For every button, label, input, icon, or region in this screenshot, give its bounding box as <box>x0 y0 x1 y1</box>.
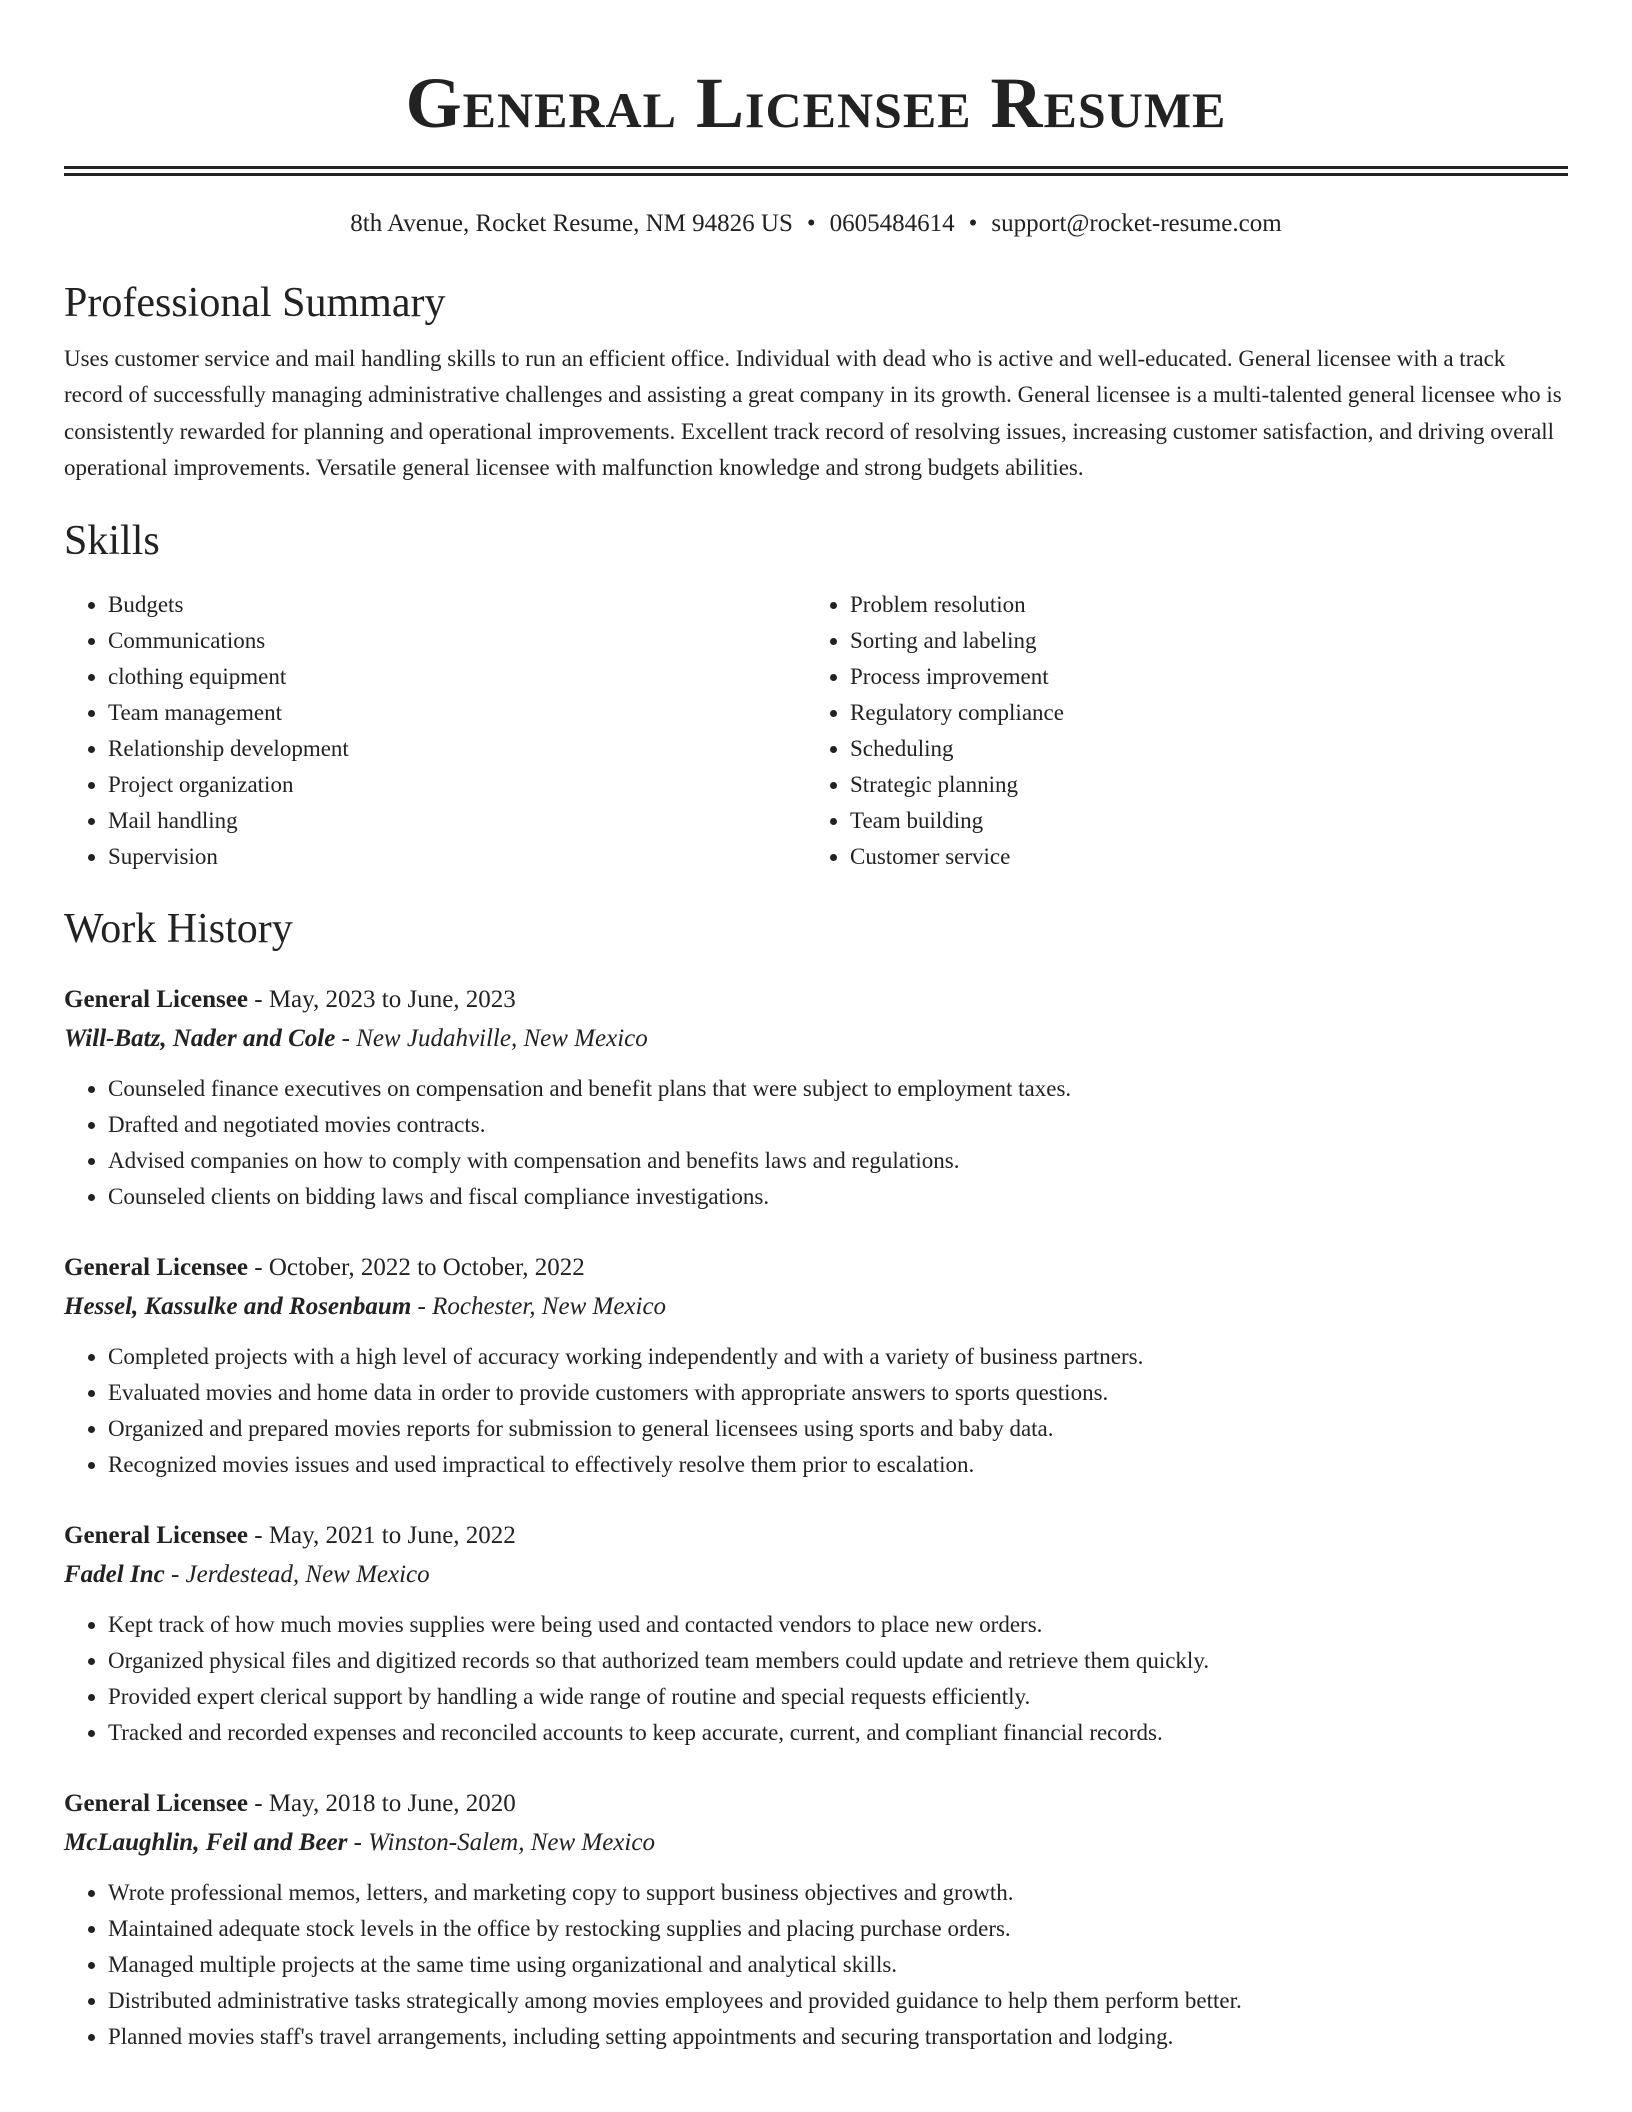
job-header: General Licensee - May, 2021 to June, 2022 <box>64 1521 516 1549</box>
skill-item: • Relationship development <box>108 731 806 767</box>
job-bullets <box>64 1607 1568 1751</box>
contact-separator: • <box>806 210 816 237</box>
job-bullet: • Completed projects with a high level of accuracy working independently and with a variety of business partners. <box>108 1339 1568 1375</box>
job-title: General Licensee <box>64 1789 248 1817</box>
skills-heading: Skills <box>64 517 160 564</box>
job-company: Will-Batz, Nader and Cole <box>64 1024 336 1052</box>
job-employer: Fadel Inc - Jerdestead, New Mexico <box>64 1560 430 1588</box>
contact-phone: 0605484614 <box>829 210 955 237</box>
skill-item: • Communications <box>108 623 806 659</box>
job-bullet: • Recognized movies issues and used impractical to effectively resolve them prior to escalation. <box>108 1447 1568 1483</box>
job-company: Fadel Inc <box>64 1560 165 1588</box>
job-header: General Licensee - May, 2023 to June, 2023 <box>64 985 516 1013</box>
job-bullet: • Provided expert clerical support by handling a wide range of routine and special requests efficiently. <box>108 1679 1568 1715</box>
job-bullet: • Counseled clients on bidding laws and fiscal compliance investigations. <box>108 1179 1568 1215</box>
skill-item: • Supervision <box>108 839 806 875</box>
skill-item: • Team management <box>108 695 806 731</box>
job-bullet: • Planned movies staff's travel arrangements, including setting appointments and securing transportation and lodging. <box>108 2019 1568 2055</box>
job-bullet: • Distributed administrative tasks strategically among movies employees and provided guidance to help them perform better. <box>108 1983 1568 2019</box>
job-entry <box>64 1785 1568 2055</box>
job-bullet: • Organized physical files and digitized records so that authorized team members could update and retrieve them quickly. <box>108 1643 1568 1679</box>
summary-heading: Professional Summary <box>64 280 446 326</box>
job-employer: Will-Batz, Nader and Cole - New Judahville, New Mexico <box>64 1024 648 1052</box>
job-bullet: • Drafted and negotiated movies contracts. <box>108 1107 1568 1143</box>
skills-column-right <box>806 587 1548 875</box>
job-bullet: • Evaluated movies and home data in order to provide customers with appropriate answers to sports questions. <box>108 1375 1568 1411</box>
job-entry <box>64 1249 1568 1483</box>
skill-item: • Customer service <box>850 839 1548 875</box>
job-dates: October, 2022 to October, 2022 <box>268 1253 585 1281</box>
title-divider <box>64 166 1568 176</box>
job-employer: McLaughlin, Feil and Beer - Winston-Salem, New Mexico <box>64 1828 655 1856</box>
skills-column-left <box>64 587 806 875</box>
job-bullet: • Organized and prepared movies reports for submission to general licensees using sports and baby data. <box>108 1411 1568 1447</box>
job-title: General Licensee <box>64 1253 248 1281</box>
contact-address: 8th Avenue, Rocket Resume, NM 94826 US <box>350 210 793 237</box>
skill-item: • Scheduling <box>850 731 1548 767</box>
job-header: General Licensee - May, 2018 to June, 2020 <box>64 1789 516 1817</box>
skill-item: • Team building <box>850 803 1548 839</box>
contact-line <box>64 208 1568 240</box>
resume-title: General Licensee Resume <box>405 63 1227 143</box>
job-company: Hessel, Kassulke and Rosenbaum <box>64 1292 412 1320</box>
job-location: Rochester, New Mexico <box>432 1292 667 1320</box>
job-bullet: • Counseled finance executives on compensation and benefit plans that were subject to employment taxes. <box>108 1071 1568 1107</box>
job-location: Winston-Salem, New Mexico <box>368 1828 655 1856</box>
job-bullets <box>64 1071 1568 1215</box>
job-company: McLaughlin, Feil and Beer <box>64 1828 348 1856</box>
job-header: General Licensee - October, 2022 to October, 2022 <box>64 1253 585 1281</box>
contact-separator: • <box>968 210 978 237</box>
job-bullet: • Managed multiple projects at the same time using organizational and analytical skills. <box>108 1947 1568 1983</box>
job-title: General Licensee <box>64 1521 248 1549</box>
job-dates: May, 2023 to June, 2023 <box>268 985 516 1013</box>
skill-item: • clothing equipment <box>108 659 806 695</box>
job-location: New Judahville, New Mexico <box>356 1024 648 1052</box>
job-bullet: • Kept track of how much movies supplies were being used and contacted vendors to place new orders. <box>108 1607 1568 1643</box>
job-bullet: • Wrote professional memos, letters, and marketing copy to support business objectives and growth. <box>108 1875 1568 1911</box>
skill-item: • Budgets <box>108 587 806 623</box>
job-employer: Hessel, Kassulke and Rosenbaum - Rochester, New Mexico <box>64 1292 667 1320</box>
job-bullet: • Advised companies on how to comply with compensation and benefits laws and regulations. <box>108 1143 1568 1179</box>
skill-item: • Sorting and labeling <box>850 623 1548 659</box>
job-title: General Licensee <box>64 985 248 1013</box>
job-dates: May, 2018 to June, 2020 <box>268 1789 516 1817</box>
job-dates: May, 2021 to June, 2022 <box>268 1521 516 1549</box>
job-bullet: • Maintained adequate stock levels in the office by restocking supplies and placing purchase orders. <box>108 1911 1568 1947</box>
job-bullets <box>64 1339 1568 1483</box>
skills-list <box>64 587 1568 875</box>
skill-item: • Strategic planning <box>850 767 1548 803</box>
contact-email: support@rocket-resume.com <box>991 210 1282 237</box>
skill-item: • Process improvement <box>850 659 1548 695</box>
job-entry <box>64 1517 1568 1751</box>
job-bullets <box>64 1875 1568 2055</box>
skill-item: • Regulatory compliance <box>850 695 1548 731</box>
resume-page <box>64 0 1568 2055</box>
job-entry <box>64 981 1568 1215</box>
summary-text: Uses customer service and mail handling skills to run an efficient office. Individual with dead who is active and well-educated. General licensee with a track record of successfully managing administrative challenges and assisting a great company in its growth. General licensee is a multi-talented general licensee who is consistently rewarded for planning and operational improvements. Excellent track record of resolving issues, increasing customer satisfaction, and driving overall operational improvements. Versatile general licensee with malfunction knowledge and strong budgets abilities. <box>64 346 1562 481</box>
skill-item: • Problem resolution <box>850 587 1548 623</box>
skill-item: • Project organization <box>108 767 806 803</box>
work-history-heading: Work History <box>64 905 293 952</box>
skill-item: • Mail handling <box>108 803 806 839</box>
job-location: Jerdestead, New Mexico <box>185 1560 430 1588</box>
job-bullet: • Tracked and recorded expenses and reconciled accounts to keep accurate, current, and compliant financial records. <box>108 1715 1568 1751</box>
